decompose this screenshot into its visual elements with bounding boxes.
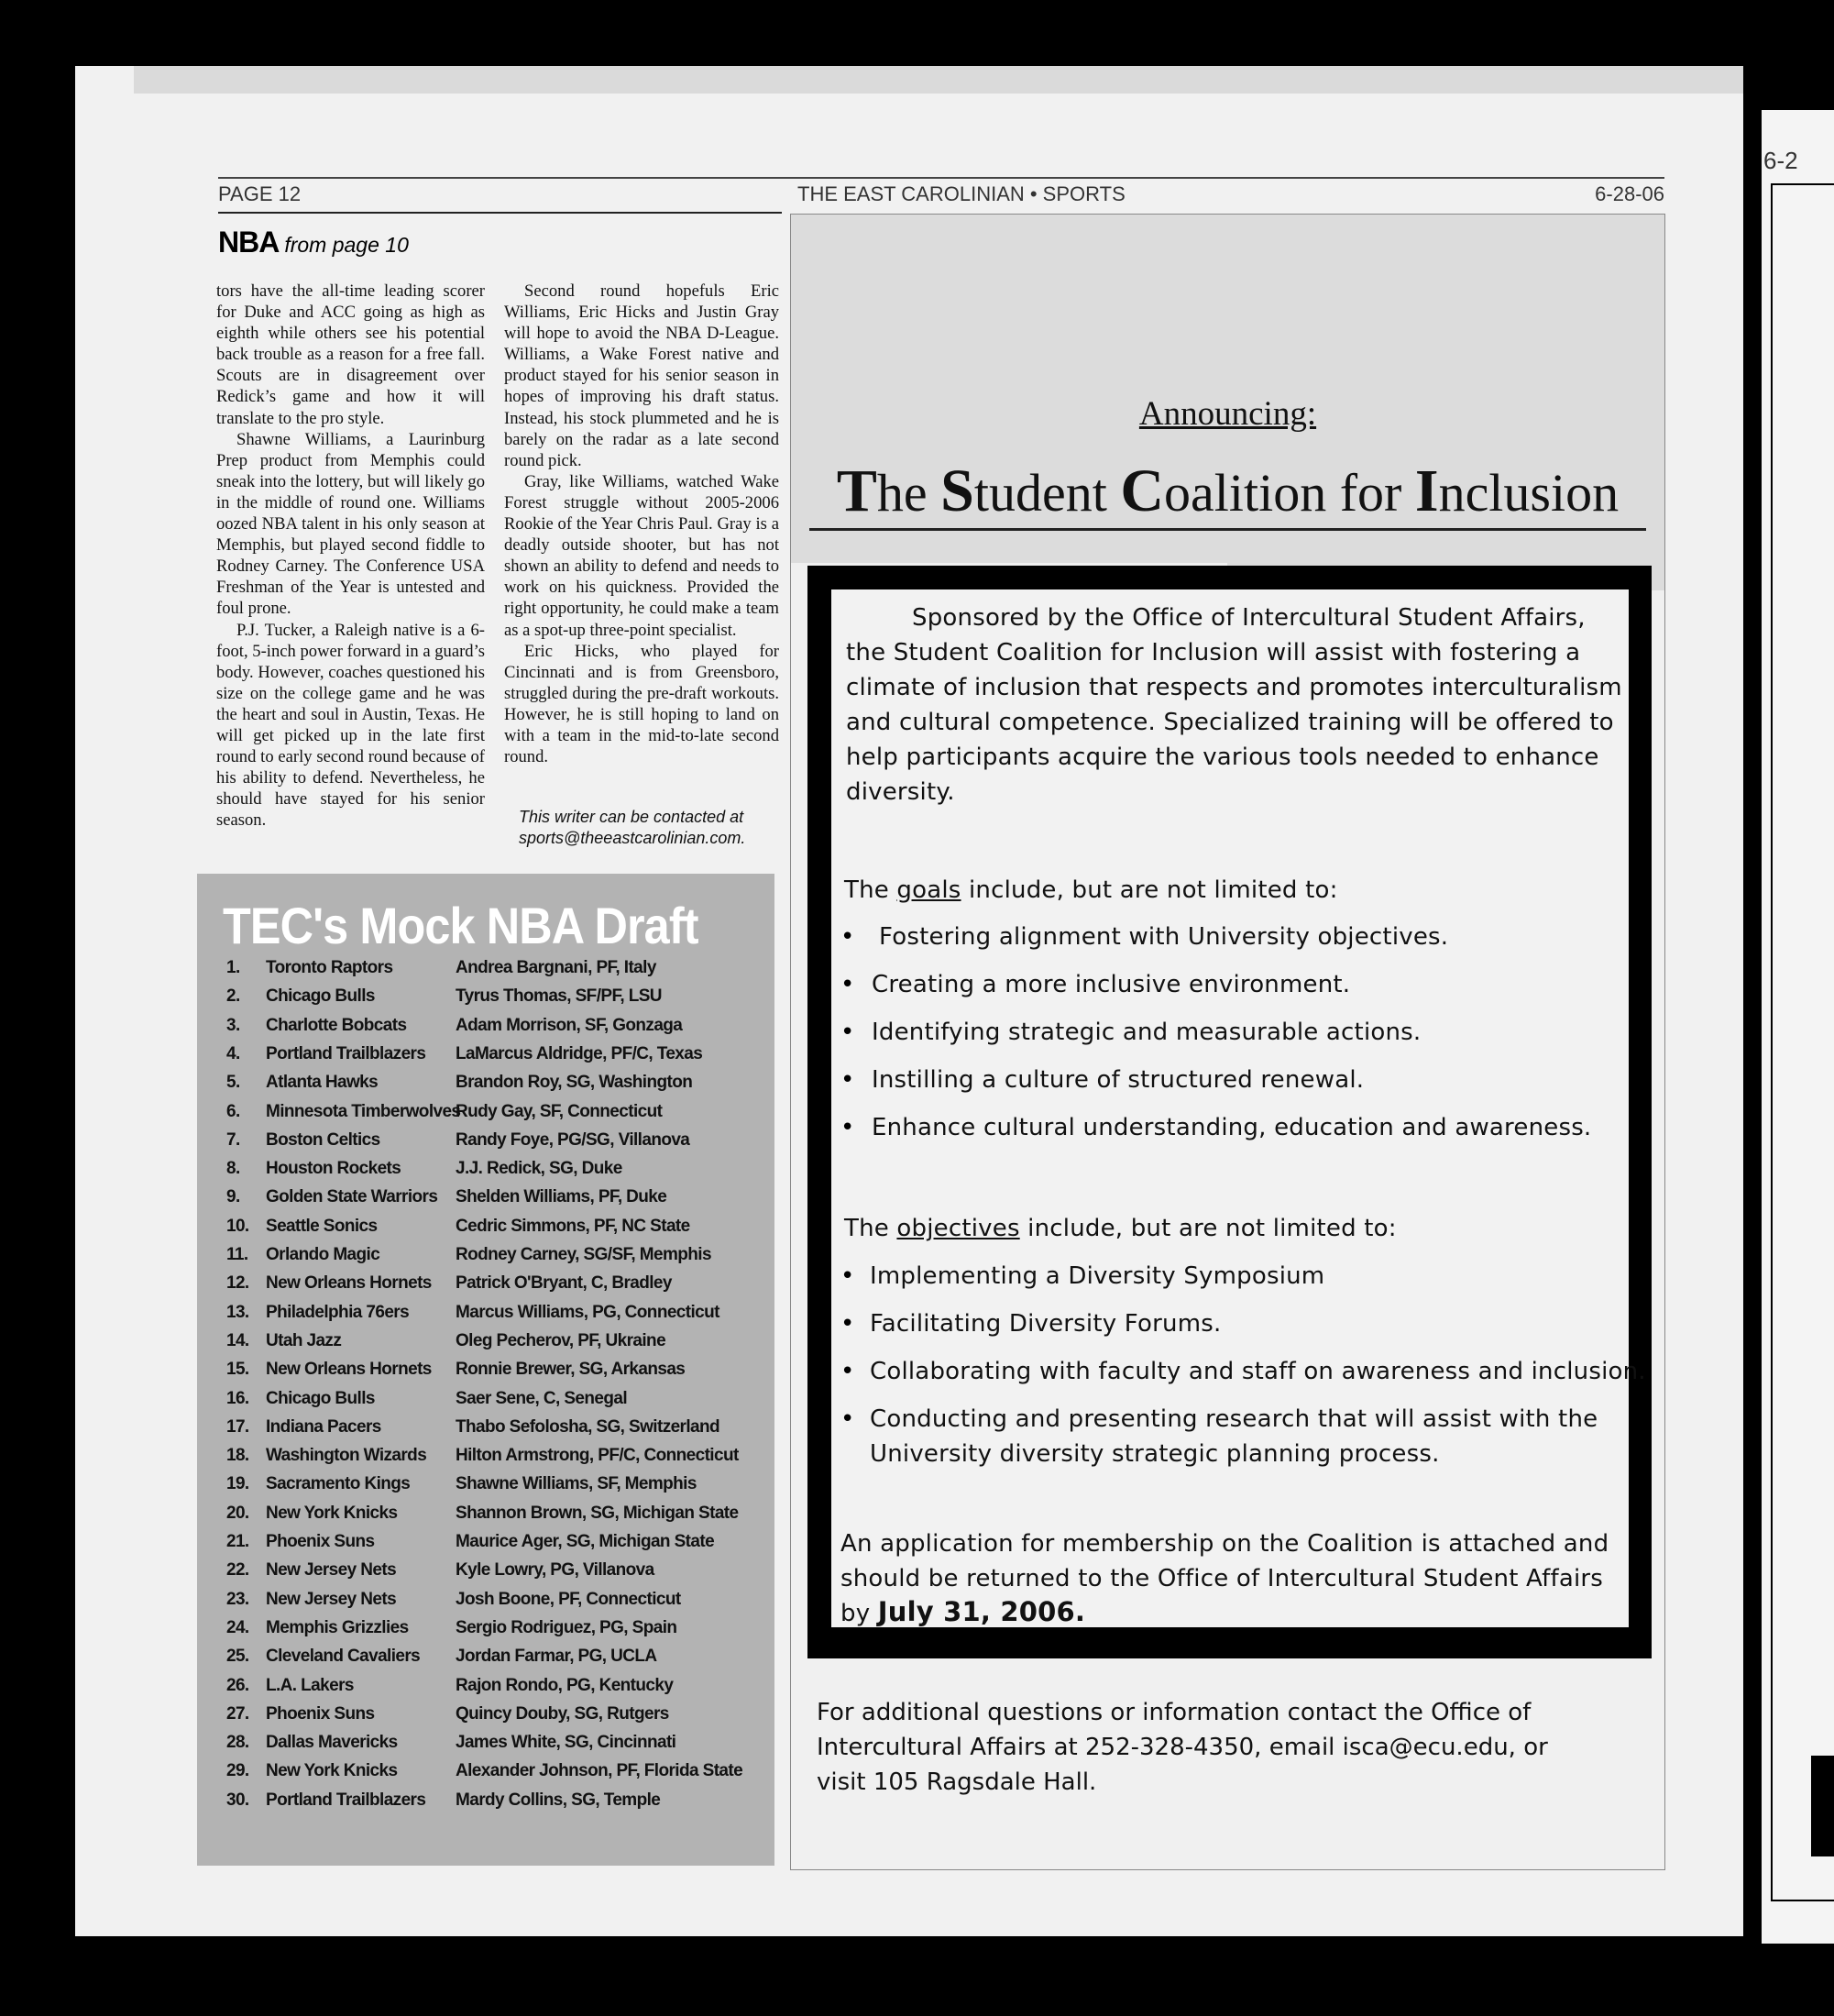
title-text: tudent — [973, 463, 1121, 523]
pick-player: LaMarcus Aldridge, PF/C, Texas — [456, 1043, 703, 1063]
pick-player: Andrea Bargnani, PF, Italy — [456, 958, 656, 977]
goals-heading-post: include, but are not limited to: — [961, 876, 1338, 904]
objectives-heading-post: include, but are not limited to: — [1019, 1215, 1397, 1242]
pick-player: Thabo Sefolosha, SG, Switzerland — [456, 1416, 720, 1437]
adjacent-page-block — [1811, 1756, 1834, 1856]
goal-item: Enhance cultural understanding, education and awareness. — [872, 1114, 1592, 1141]
pick-team: Orlando Magic — [266, 1245, 380, 1264]
goals-heading-pre: The — [844, 876, 897, 904]
intro-line: and cultural competence. Specialized training will be offered to — [846, 709, 1614, 736]
draft-pick-row — [197, 1044, 774, 1073]
article-column-2 — [504, 281, 779, 767]
page-header — [218, 177, 1664, 210]
draft-pick-row — [197, 1618, 774, 1647]
pick-team: Boston Celtics — [266, 1129, 380, 1150]
pick-number: 22. — [226, 1560, 249, 1581]
pick-player: Oleg Pecherov, PF, Ukraine — [456, 1330, 666, 1350]
objectives-word: objectives — [896, 1215, 1020, 1242]
application-line: should be returned to the Office of Intercultural Student Affairs — [840, 1565, 1604, 1592]
pick-player: Cedric Simmons, PF, NC State — [456, 1216, 690, 1236]
goals-word: goals — [896, 876, 961, 904]
pick-number: 25. — [226, 1647, 249, 1667]
draft-pick-row — [197, 1761, 774, 1790]
draft-pick-row — [197, 1130, 774, 1159]
intro-line: help participants acquire the various tools needed to enhance — [846, 744, 1599, 771]
pick-player: Hilton Armstrong, PF/C, Connecticut — [456, 1446, 739, 1466]
draft-pick-row — [197, 1273, 774, 1302]
deadline-prefix: by — [840, 1600, 878, 1627]
deadline-date: July 31, 2006. — [877, 1596, 1086, 1627]
application-line: An application for membership on the Coalition is attached and — [840, 1530, 1609, 1558]
pick-player: Alexander Johnson, PF, Florida State — [456, 1761, 743, 1781]
objectives-heading-pre: The — [844, 1215, 897, 1242]
paragraph: Eric Hicks, who played for Cincinnati and is from Greensboro, struggled during the pre-draft workouts. However, he is still hoping to land on with a team in the mid-to-late second round. — [504, 641, 779, 767]
bullet-icon: • — [840, 1358, 855, 1385]
pick-player: Rodney Carney, SG/SF, Memphis — [456, 1245, 711, 1264]
draft-pick-row — [197, 1187, 774, 1216]
bullet-icon: • — [840, 1066, 855, 1094]
draft-pick-row — [197, 1446, 774, 1474]
draft-pick-row — [197, 1102, 774, 1130]
pick-team: Memphis Grizzlies — [266, 1617, 409, 1637]
pick-team: New Orleans Hornets — [266, 1360, 432, 1380]
draft-pick-row — [197, 1331, 774, 1360]
contact-line: For additional questions or information contact the Office of — [817, 1699, 1532, 1726]
pick-number: 26. — [226, 1675, 249, 1695]
pick-team: Dallas Mavericks — [266, 1733, 398, 1753]
draft-pick-row — [197, 1504, 774, 1532]
ad-frame — [807, 566, 1652, 1658]
pick-player: Tyrus Thomas, SF/PF, LSU — [456, 986, 662, 1007]
pick-team: Chicago Bulls — [266, 1388, 375, 1408]
deadline-line — [840, 1596, 1085, 1627]
title-initial: T — [836, 457, 877, 524]
contact-line: visit 105 Ragsdale Hall. — [817, 1768, 1097, 1796]
pick-number: 24. — [226, 1617, 249, 1637]
pick-number: 4. — [226, 1043, 240, 1063]
pick-number: 10. — [226, 1216, 249, 1236]
goal-item: Fostering alignment with University objectives. — [879, 923, 1449, 951]
contact-email: sports@theeastcarolinian.com. — [519, 829, 746, 847]
paragraph: Gray, like Williams, watched Wake Forest struggle without 2005-2006 Rookie of the Year Chris Paul. Gray is a deadly outside shooter, but has not shown an ability to defend and needs to work on his quickness. Provided the right opportunity, he could make a team as a spot-up three-point specialist. — [504, 471, 779, 640]
pick-player: Marcus Williams, PG, Connecticut — [456, 1302, 719, 1322]
pick-team: Phoenix Suns — [266, 1703, 375, 1724]
pick-team: Portland Trailblazers — [266, 1043, 426, 1063]
intro-line: the Student Coalition for Inclusion will assist with fostering a — [846, 639, 1581, 666]
title-initial: S — [940, 457, 974, 524]
pick-player: Josh Boone, PF, Connecticut — [456, 1589, 681, 1609]
objective-item-cont: University diversity strategic planning process. — [870, 1440, 1440, 1468]
pick-player: Shannon Brown, SG, Michigan State — [456, 1503, 739, 1523]
title-text: nclusion — [1438, 463, 1620, 523]
draft-pick-row — [197, 1389, 774, 1417]
article-column-1 — [216, 281, 485, 831]
bullet-icon: • — [840, 971, 855, 998]
pick-number: 5. — [226, 1073, 240, 1093]
contact-line: Intercultural Affairs at 252-328-4350, email isca@ecu.edu, or — [817, 1734, 1548, 1761]
pick-number: 30. — [226, 1790, 249, 1810]
pick-number: 12. — [226, 1273, 249, 1294]
pick-number: 7. — [226, 1129, 240, 1150]
paragraph: tors have the all-time leading scorer for Duke and ACC going as high as eighth while others see his potential back trouble as a reason for a free fall. Scouts are in disagreement over Redick’s game and how it will translate to the pro style. — [216, 281, 485, 428]
objectives-heading — [844, 1215, 1397, 1242]
pick-player: J.J. Redick, SG, Duke — [456, 1159, 622, 1179]
pick-team: Utah Jazz — [266, 1330, 342, 1350]
draft-pick-row — [197, 1016, 774, 1044]
pick-team: Portland Trailblazers — [266, 1790, 426, 1810]
draft-pick-row — [197, 1159, 774, 1187]
article-heading — [218, 226, 409, 259]
ad-body — [831, 589, 1646, 1627]
pick-number: 6. — [226, 1101, 240, 1121]
pick-number: 19. — [226, 1474, 249, 1494]
pick-team: Cleveland Cavaliers — [266, 1647, 421, 1667]
writer-contact — [519, 807, 745, 849]
draft-pick-row — [197, 1647, 774, 1675]
article-rule — [218, 212, 782, 214]
pick-team: New York Knicks — [266, 1503, 398, 1523]
pick-team: Charlotte Bobcats — [266, 1015, 407, 1035]
pick-number: 17. — [226, 1416, 249, 1437]
article-title: NBA — [218, 226, 280, 259]
draft-pick-row — [197, 1217, 774, 1245]
bullet-icon: • — [840, 1262, 855, 1290]
pick-team: New York Knicks — [266, 1761, 398, 1781]
coalition-ad — [790, 214, 1665, 1870]
pick-team: Seattle Sonics — [266, 1216, 378, 1236]
goal-item: Instilling a culture of structured renewal. — [872, 1066, 1365, 1094]
pick-team: New Jersey Nets — [266, 1560, 397, 1581]
draft-pick-row — [197, 1360, 774, 1388]
draft-pick-row — [197, 1532, 774, 1560]
pick-team: Toronto Raptors — [266, 958, 393, 977]
pick-player: Randy Foye, PG/SG, Villanova — [456, 1129, 690, 1150]
pick-player: Ronnie Brewer, SG, Arkansas — [456, 1360, 686, 1380]
pick-player: James White, SG, Cincinnati — [456, 1733, 676, 1753]
draft-pick-row — [197, 1073, 774, 1101]
pick-team: Minnesota Timberwolves — [266, 1101, 461, 1121]
objective-item: Collaborating with faculty and staff on awareness and inclusion. — [870, 1358, 1646, 1385]
pick-team: L.A. Lakers — [266, 1675, 354, 1695]
bullet-icon: • — [840, 1405, 855, 1433]
pick-number: 11. — [226, 1245, 248, 1264]
pick-number: 29. — [226, 1761, 249, 1781]
intro-line: climate of inclusion that respects and promotes interculturalism — [846, 674, 1622, 701]
pick-team: Philadelphia 76ers — [266, 1302, 410, 1322]
pick-team: Golden State Warriors — [266, 1187, 438, 1207]
announcing-label: Announcing: — [1138, 395, 1317, 433]
article-jump: from page 10 — [284, 233, 409, 257]
pick-number: 18. — [226, 1446, 249, 1466]
draft-pick-row — [197, 1474, 774, 1503]
pick-number: 3. — [226, 1015, 240, 1035]
pick-player: Sergio Rodriguez, PG, Spain — [456, 1617, 677, 1637]
pick-player: Shawne Williams, SF, Memphis — [456, 1474, 697, 1494]
pick-team: Atlanta Hawks — [266, 1073, 379, 1093]
section-label: THE EAST CAROLINIAN • SPORTS — [797, 182, 1126, 205]
draft-pick-row — [197, 1417, 774, 1446]
objective-item: Conducting and presenting research that will assist with the — [870, 1405, 1598, 1433]
pick-number: 14. — [226, 1330, 249, 1350]
page-edge — [134, 66, 1743, 94]
pick-number: 1. — [226, 958, 240, 977]
pick-team: Indiana Pacers — [266, 1416, 381, 1437]
objective-item: Implementing a Diversity Symposium — [870, 1262, 1325, 1290]
pick-number: 15. — [226, 1360, 249, 1380]
bullet-icon: • — [840, 923, 855, 951]
pick-player: Jordan Farmar, PG, UCLA — [456, 1647, 657, 1667]
page-number: PAGE 12 — [218, 182, 302, 205]
pick-number: 16. — [226, 1388, 249, 1408]
mock-draft-box — [197, 874, 774, 1866]
paragraph: P.J. Tucker, a Raleigh native is a 6-foot, 5-inch power forward in a guard’s body. However, coaches questioned his size on the college game and he was the heart and soul in Austin, Texas. He will get picked up in the late first round to early second round because of his ability to defend. Nevertheless, he should have stayed for his senior season. — [216, 620, 485, 831]
issue-date: 6-28-06 — [1595, 182, 1664, 205]
draft-pick-row — [197, 1676, 774, 1704]
pick-number: 9. — [226, 1187, 240, 1207]
pick-player: Brandon Roy, SG, Washington — [456, 1073, 693, 1093]
pick-team: Houston Rockets — [266, 1159, 401, 1179]
pick-number: 2. — [226, 986, 240, 1007]
pick-player: Kyle Lowry, PG, Villanova — [456, 1560, 654, 1581]
pick-team: New Jersey Nets — [266, 1589, 397, 1609]
bullet-icon: • — [840, 1019, 855, 1046]
draft-pick-row — [197, 1590, 774, 1618]
intro-line: Sponsored by the Office of Intercultural Student Affairs, — [912, 604, 1586, 632]
draft-pick-row — [197, 1245, 774, 1273]
paragraph: Second round hopefuls Eric Williams, Eric Hicks and Justin Gray will hope to avoid the NBA D-League. Williams, a Wake Forest native and product stayed for his senior season in hopes of improving his draft status. Instead, his stock plummeted and he is barely on the radar as a late second round pick. — [504, 281, 779, 470]
pick-number: 21. — [226, 1532, 249, 1551]
paragraph: Shawne Williams, a Laurinburg Prep product from Memphis could sneak into the lottery, but will likely go in the middle of round one. Williams oozed NBA talent in his only season at Memphis, but played second fiddle to Rodney Carney. The Conference USA Freshman of the Year is untested and foul prone. — [216, 429, 485, 619]
pick-player: Rudy Gay, SF, Connecticut — [456, 1101, 663, 1121]
adjacent-page — [1762, 110, 1834, 1944]
pick-number: 23. — [226, 1589, 249, 1609]
coalition-title — [809, 457, 1646, 531]
draft-pick-row — [197, 1704, 774, 1733]
objective-item: Facilitating Diversity Forums. — [870, 1310, 1222, 1338]
draft-pick-row — [197, 1733, 774, 1761]
contact-line: This writer can be contacted at — [519, 808, 744, 826]
draft-pick-row — [197, 1560, 774, 1589]
pick-team: Chicago Bulls — [266, 986, 375, 1007]
pick-team: New Orleans Hornets — [266, 1273, 432, 1294]
adjacent-page-date: 6-2 — [1763, 147, 1798, 174]
bullet-icon: • — [840, 1114, 855, 1141]
bullet-icon: • — [840, 1310, 855, 1338]
title-text: oalition for — [1164, 463, 1415, 523]
pick-player: Shelden Williams, PF, Duke — [456, 1187, 667, 1207]
pick-team: Phoenix Suns — [266, 1532, 375, 1551]
goal-item: Identifying strategic and measurable actions. — [872, 1019, 1422, 1046]
pick-player: Mardy Collins, SG, Temple — [456, 1790, 661, 1810]
title-text: he — [876, 463, 941, 523]
draft-pick-row — [197, 986, 774, 1015]
mock-draft-title: TEC's Mock NBA Draft — [223, 897, 698, 954]
pick-player: Adam Morrison, SF, Gonzaga — [456, 1015, 683, 1035]
title-initial: I — [1414, 457, 1439, 524]
pick-number: 28. — [226, 1733, 249, 1753]
pick-number: 27. — [226, 1703, 249, 1724]
pick-number: 13. — [226, 1302, 249, 1322]
pick-team: Sacramento Kings — [266, 1474, 411, 1494]
pick-player: Quincy Douby, SG, Rutgers — [456, 1703, 669, 1724]
pick-player: Rajon Rondo, PG, Kentucky — [456, 1675, 674, 1695]
pick-team: Washington Wizards — [266, 1446, 427, 1466]
goal-item: Creating a more inclusive environment. — [872, 971, 1351, 998]
pick-player: Saer Sene, C, Senegal — [456, 1388, 627, 1408]
pick-number: 20. — [226, 1503, 249, 1523]
pick-player: Maurice Ager, SG, Michigan State — [456, 1532, 715, 1551]
goals-heading — [844, 876, 1338, 904]
title-initial: C — [1120, 457, 1165, 524]
pick-player: Patrick O'Bryant, C, Bradley — [456, 1273, 672, 1294]
draft-pick-row — [197, 1790, 774, 1819]
intro-line: diversity. — [846, 778, 955, 806]
draft-pick-row — [197, 958, 774, 986]
adjacent-page-box — [1771, 183, 1834, 1901]
draft-pick-row — [197, 1303, 774, 1331]
pick-number: 8. — [226, 1159, 240, 1179]
